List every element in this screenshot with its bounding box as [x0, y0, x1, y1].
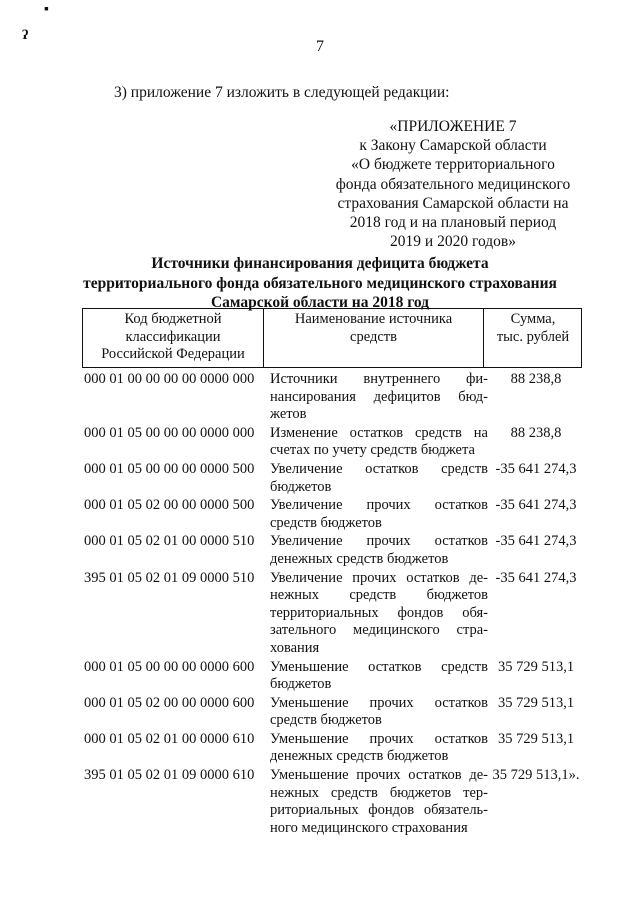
appendix-line: 2018 год и на плановый период [349, 214, 557, 232]
source-name [270, 461, 488, 496]
budget-code: 000 01 05 02 01 00 0000 510 [84, 533, 255, 550]
header-sum-line: тыс. рублей [496, 328, 570, 345]
table-title-line: Источники финансирования дефицита бюджета [151, 255, 489, 272]
source-name-line: Увеличение прочих остатков [270, 497, 488, 514]
header-code [83, 311, 263, 364]
source-name [270, 425, 488, 460]
table-row [84, 695, 584, 730]
source-name-line: хования [270, 639, 320, 656]
appendix-line: страхования Самарской области на [337, 194, 569, 212]
amount: 35 729 513,1 [497, 694, 575, 711]
header-sum-line: Сумма, [510, 311, 556, 327]
source-name-line: Уменьшение прочих остатков [270, 730, 488, 747]
header-code-line: Код бюджетной [124, 311, 222, 327]
source-name-line: территориальных фондов обя- [270, 604, 488, 621]
source-name-line: жетов [270, 406, 307, 423]
table-row [84, 659, 584, 694]
page-number: 7 [316, 38, 324, 55]
source-name-line: средств бюджетов [270, 514, 382, 531]
budget-code: 000 01 05 02 01 00 0000 610 [84, 730, 255, 747]
budget-code: 000 01 05 00 00 00 0000 600 [84, 658, 255, 675]
scan-artifact-dot: ▪ [44, 2, 49, 17]
header-code-line: классификации [125, 328, 221, 345]
source-name-line: Увеличение прочих остатков [270, 533, 488, 550]
amount: -35 641 274,3 [495, 533, 577, 550]
table-title [60, 254, 580, 313]
budget-code: 395 01 05 02 01 09 0000 510 [84, 569, 255, 586]
table-row [84, 533, 584, 568]
source-name-line: Увеличение прочих остатков де- [270, 569, 488, 586]
table-row [84, 570, 584, 658]
budget-code: 000 01 05 00 00 00 0000 500 [84, 460, 255, 477]
scan-artifact-mark: ʔ [22, 28, 29, 43]
source-name-line: Уменьшение прочих остатков [270, 694, 488, 711]
source-name-line: денежных средств бюджетов [270, 748, 449, 765]
amount: 88 238,8 [510, 424, 562, 441]
source-name [270, 570, 488, 658]
appendix-line: «ПРИЛОЖЕНИЕ 7 [389, 118, 517, 135]
source-name-line: Уменьшение прочих остатков де- [270, 767, 488, 784]
source-name-line: средств бюджетов [270, 712, 382, 729]
table-row [84, 731, 584, 766]
amount: -35 641 274,3 [495, 460, 577, 477]
source-name-line: нежных средств бюджетов [270, 587, 488, 604]
amount: 35 729 513,1 [497, 658, 575, 675]
table-row [84, 425, 584, 460]
budget-code: 395 01 05 02 01 09 0000 610 [84, 767, 255, 784]
source-name [270, 533, 488, 568]
source-name [270, 731, 488, 766]
appendix-line: 2019 и 2020 годов» [390, 233, 516, 251]
amount: -35 641 274,3 [495, 569, 577, 586]
source-name-line: Изменение остатков средств на [270, 424, 488, 441]
source-name-line: нансирования дефицитов бюд- [270, 388, 488, 405]
header-name [264, 311, 483, 346]
source-name-line: ного медицинского страхования [270, 819, 468, 836]
header-name-line: средств [350, 328, 397, 345]
budget-code: 000 01 05 00 00 00 0000 000 [84, 424, 255, 441]
amount: 88 238,8 [510, 371, 562, 387]
source-name-line: бюджетов [270, 478, 332, 495]
budget-code: 000 01 00 00 00 00 0000 000 [84, 371, 255, 387]
budget-code: 000 01 05 02 00 00 0000 600 [84, 694, 255, 711]
source-name [270, 371, 488, 424]
appendix-line: к Закону Самарской области [359, 137, 547, 155]
table-row [84, 767, 584, 837]
source-name-line: Увеличение остатков средств [270, 460, 488, 477]
source-name-line: Уменьшение остатков средств [270, 658, 488, 675]
table-title-line: Самарской области на 2018 год [210, 294, 429, 311]
table-row [84, 371, 584, 424]
appendix-line: «О бюджете территориального [351, 156, 555, 174]
budget-code: 000 01 05 02 00 00 0000 500 [84, 497, 255, 514]
source-name-line: бюджетов [270, 676, 332, 693]
source-name [270, 659, 488, 694]
table-row [84, 497, 584, 532]
header-sum [484, 311, 582, 346]
amount: 35 729 513,1 [497, 730, 575, 747]
header-name-line: Наименование источника [294, 311, 453, 327]
table-row [84, 461, 584, 496]
table-body [84, 371, 584, 838]
source-name-line: зательного медицинского стра- [270, 622, 488, 639]
source-name-line: Источники внутреннего фи- [270, 371, 488, 387]
source-name-line: денежных средств бюджетов [270, 550, 449, 567]
source-name-line: риториальных фондов обязатель- [270, 802, 488, 819]
header-code-line: Российской Федерации [101, 346, 245, 362]
source-name-line: счетах по учету средств бюджета [270, 442, 475, 459]
appendix-line: фонда обязательного медицинского [335, 175, 571, 193]
table-header [82, 308, 582, 368]
appendix-header [308, 117, 598, 251]
amount: -35 641 274,3 [495, 497, 577, 514]
source-name [270, 767, 488, 837]
source-name-line: нежных средств бюджетов тер- [270, 784, 488, 801]
amount: 35 729 513,1». [492, 767, 580, 784]
table-title-line: территориального фонда обязательного медицинского страхования [83, 274, 557, 292]
source-name [270, 695, 488, 730]
intro-text: 3) приложение 7 изложить в следующей редакции: [114, 84, 450, 101]
source-name [270, 497, 488, 532]
